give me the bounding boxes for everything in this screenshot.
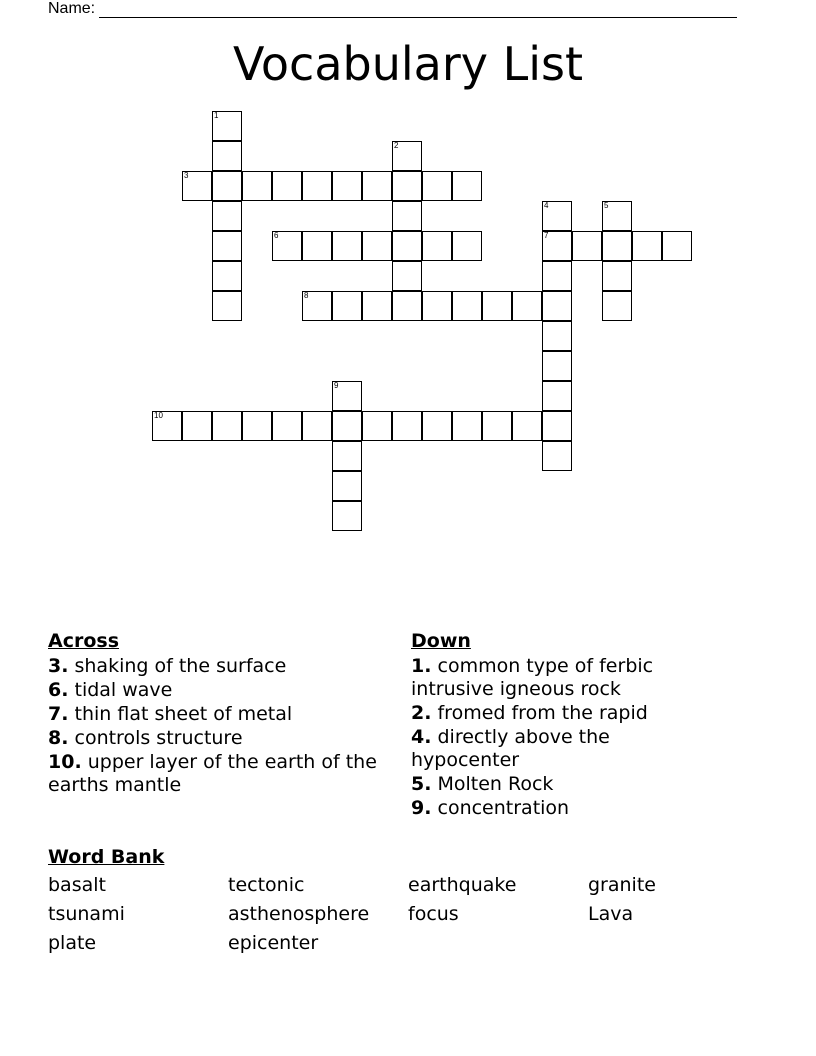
clue-number: 8	[304, 291, 309, 300]
clue-item	[48, 703, 383, 726]
grid-cell[interactable]	[212, 411, 242, 441]
across-heading: Across	[48, 630, 120, 652]
grid-cell[interactable]	[392, 201, 422, 231]
grid-cell[interactable]	[392, 291, 422, 321]
grid-cell[interactable]	[422, 231, 452, 261]
clue-item-text: controls structure	[68, 727, 243, 749]
grid-cell[interactable]	[242, 171, 272, 201]
grid-cell[interactable]	[542, 351, 572, 381]
clue-item	[48, 727, 383, 750]
clue-item-number: 3.	[48, 655, 69, 677]
word-bank-word: tectonic	[228, 874, 305, 896]
grid-cell[interactable]	[542, 201, 572, 231]
grid-cell[interactable]	[602, 201, 632, 231]
clue-item-text: tidal wave	[68, 679, 173, 701]
clue-item-text: Molten Rock	[431, 773, 554, 795]
clue-item-number: 8.	[48, 727, 69, 749]
clue-item	[48, 655, 383, 678]
grid-cell[interactable]	[602, 231, 632, 261]
grid-cell[interactable]	[302, 171, 332, 201]
grid-cell[interactable]	[482, 291, 512, 321]
clue-item-number: 10.	[48, 751, 82, 773]
clue-item	[48, 679, 383, 702]
grid-cell[interactable]	[362, 231, 392, 261]
clue-number: 5	[604, 201, 609, 210]
grid-cell[interactable]	[362, 291, 392, 321]
word-bank-word: basalt	[48, 874, 106, 896]
clue-number: 6	[274, 231, 279, 240]
down-clues	[411, 630, 701, 821]
grid-cell[interactable]	[572, 231, 602, 261]
word-bank-word: Lava	[588, 903, 634, 925]
grid-cell[interactable]	[602, 291, 632, 321]
clue-number: 10	[154, 411, 163, 420]
grid-cell[interactable]	[332, 231, 362, 261]
grid-cell[interactable]	[332, 171, 362, 201]
grid-cell[interactable]	[542, 321, 572, 351]
grid-cell[interactable]	[392, 261, 422, 291]
grid-cell[interactable]	[602, 261, 632, 291]
grid-cell[interactable]	[182, 171, 212, 201]
clue-item-text: thin flat sheet of metal	[68, 703, 293, 725]
grid-cell[interactable]	[182, 411, 212, 441]
grid-cell[interactable]	[542, 411, 572, 441]
grid-cell[interactable]	[392, 171, 422, 201]
grid-cell[interactable]	[212, 111, 242, 141]
clue-item-number: 9.	[411, 797, 432, 819]
grid-cell[interactable]	[482, 411, 512, 441]
grid-cell[interactable]	[332, 441, 362, 471]
clue-item	[411, 702, 701, 725]
word-bank-word: epicenter	[228, 932, 319, 954]
across-clues	[48, 630, 383, 798]
grid-cell[interactable]	[362, 411, 392, 441]
clue-item-number: 1.	[411, 655, 432, 677]
clue-number: 4	[544, 201, 549, 210]
grid-cell[interactable]	[272, 231, 302, 261]
grid-cell[interactable]	[422, 411, 452, 441]
grid-cell[interactable]	[302, 231, 332, 261]
grid-cell[interactable]	[302, 291, 332, 321]
grid-cell[interactable]	[422, 291, 452, 321]
clue-number: 2	[394, 141, 399, 150]
clue-number: 7	[544, 231, 549, 240]
grid-cell[interactable]	[392, 411, 422, 441]
clue-item-number: 7.	[48, 703, 69, 725]
clue-item	[48, 751, 383, 797]
page-title: Vocabulary List	[232, 37, 583, 91]
grid-cell[interactable]	[212, 201, 242, 231]
grid-cell[interactable]	[332, 411, 362, 441]
word-bank-word: focus	[408, 903, 459, 925]
grid-cell[interactable]	[452, 411, 482, 441]
clue-item	[411, 655, 701, 701]
clue-item-number: 5.	[411, 773, 432, 795]
clue-item-text: fromed from the rapid	[431, 702, 648, 724]
grid-cell[interactable]	[212, 171, 242, 201]
grid-cell[interactable]	[332, 291, 362, 321]
grid-cell[interactable]	[302, 411, 332, 441]
clue-item-text: concentration	[431, 797, 570, 819]
grid-cell[interactable]	[212, 231, 242, 261]
clue-item-number: 2.	[411, 702, 432, 724]
grid-cell[interactable]	[542, 291, 572, 321]
grid-cell[interactable]	[452, 231, 482, 261]
down-heading: Down	[411, 630, 471, 652]
grid-cell[interactable]	[272, 411, 302, 441]
grid-cell[interactable]	[542, 261, 572, 291]
clue-item-text: directly above the hypocenter	[411, 726, 610, 771]
grid-cell[interactable]	[392, 231, 422, 261]
grid-cell[interactable]	[542, 441, 572, 471]
grid-cell[interactable]	[542, 231, 572, 261]
grid-cell[interactable]	[332, 471, 362, 501]
grid-cell[interactable]	[242, 411, 272, 441]
clue-item	[411, 773, 701, 796]
grid-cell[interactable]	[212, 291, 242, 321]
clue-number: 9	[334, 381, 339, 390]
grid-cell[interactable]	[512, 411, 542, 441]
word-bank-word: tsunami	[48, 903, 125, 925]
grid-cell[interactable]	[632, 231, 662, 261]
clue-item-number: 4.	[411, 726, 432, 748]
grid-cell[interactable]	[662, 231, 692, 261]
clue-number: 1	[214, 111, 219, 120]
grid-cell[interactable]	[512, 291, 542, 321]
clue-item	[411, 797, 701, 820]
word-bank-word: plate	[48, 932, 97, 954]
grid-cell[interactable]	[452, 171, 482, 201]
grid-cell[interactable]	[332, 381, 362, 411]
word-bank-word: granite	[588, 874, 656, 896]
grid-cell[interactable]	[332, 501, 362, 531]
word-bank-heading: Word Bank	[48, 846, 165, 868]
clue-number: 3	[184, 171, 189, 180]
grid-cell[interactable]	[212, 261, 242, 291]
grid-cell[interactable]	[542, 381, 572, 411]
grid-cell[interactable]	[422, 171, 452, 201]
grid-cell[interactable]	[392, 141, 422, 171]
clue-item	[411, 726, 701, 772]
grid-cell[interactable]	[212, 141, 242, 171]
grid-cell[interactable]	[152, 411, 182, 441]
name-label: Name:	[48, 0, 96, 17]
grid-cell[interactable]	[272, 171, 302, 201]
clue-item-text: common type of ferbic intrusive igneous rock	[411, 655, 654, 700]
grid-cell[interactable]	[452, 291, 482, 321]
word-bank-word: earthquake	[408, 874, 517, 896]
word-bank-word: asthenosphere	[228, 903, 370, 925]
clue-item-number: 6.	[48, 679, 69, 701]
clue-item-text: shaking of the surface	[68, 655, 287, 677]
grid-cell[interactable]	[362, 171, 392, 201]
clue-item-text: upper layer of the earth of the earths mantle	[48, 751, 377, 796]
